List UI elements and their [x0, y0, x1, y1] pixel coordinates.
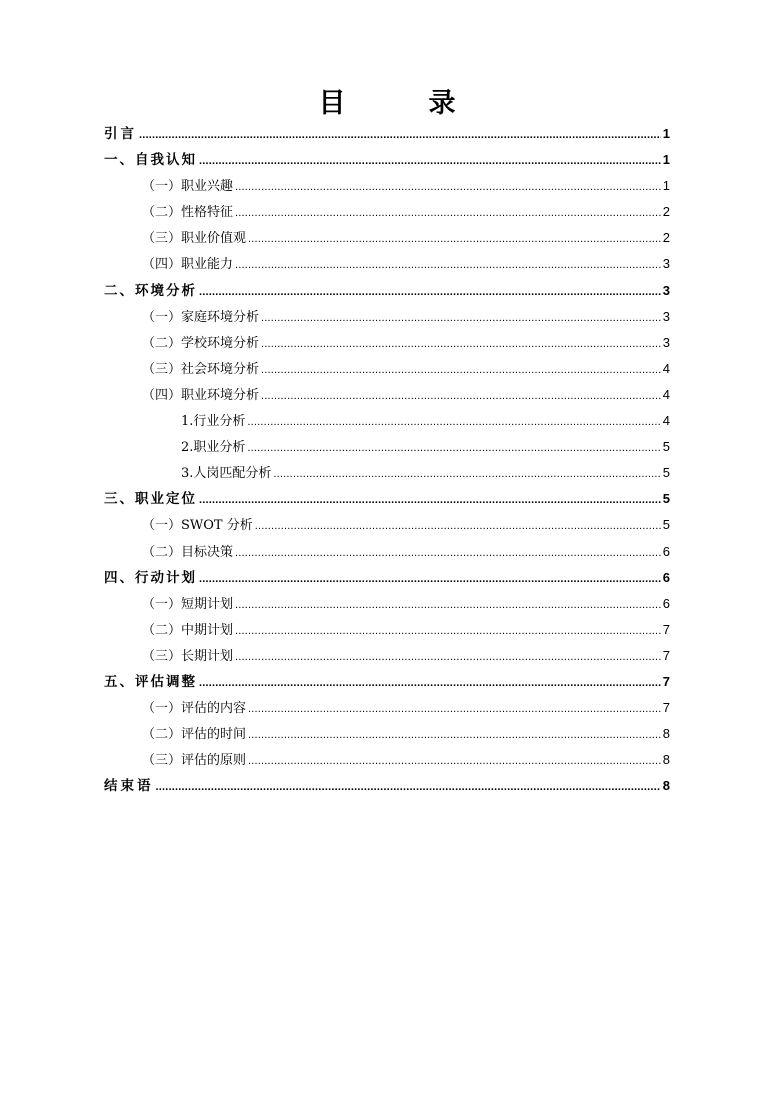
toc-title: 目 录: [318, 88, 484, 119]
toc-dot-leader: [248, 748, 661, 774]
toc-page-number: 4: [662, 413, 670, 429]
toc-entry-text: （四）职业环境分析: [142, 387, 260, 403]
toc-entry-text: 五、评估调整: [104, 673, 197, 690]
toc-entry-text: （三）长期计划: [142, 648, 234, 664]
toc-entry[interactable]: [104, 695, 670, 721]
toc-dot-leader: [199, 148, 661, 174]
toc-entry-text: （四）职业能力: [142, 257, 234, 273]
toc-dot-leader: [261, 305, 661, 331]
toc-entry[interactable]: [104, 512, 670, 538]
toc-entry[interactable]: [104, 565, 670, 591]
toc-page-number: 6: [662, 569, 670, 585]
toc-dot-leader: [199, 487, 661, 513]
toc-dot-leader: [199, 279, 661, 305]
toc-page-number: 3: [662, 308, 670, 324]
toc-entry-text: 3.人岗匹配分析: [181, 466, 272, 482]
toc-entry-text: 四、行动计划: [104, 569, 197, 586]
toc-entry-text: 引言: [104, 126, 137, 142]
toc-entry-text: （一）家庭环境分析: [142, 309, 260, 325]
toc-entry[interactable]: [104, 225, 670, 251]
toc-page-number: 8: [662, 752, 670, 768]
toc-page-number: 7: [662, 700, 670, 716]
toc-dot-leader: [235, 644, 661, 670]
toc-page-number: 1: [662, 126, 670, 141]
toc-page-number: 6: [662, 543, 670, 559]
toc-entry[interactable]: [104, 356, 670, 382]
toc-page-number: 1: [662, 152, 670, 168]
toc-page-number: 3: [662, 282, 670, 298]
toc-dot-leader: [261, 331, 661, 357]
toc-dot-leader: [235, 200, 661, 226]
toc-entry[interactable]: [104, 304, 670, 330]
toc-entry-text: （一）SWOT 分析: [142, 518, 253, 534]
toc-page-number: 7: [662, 647, 670, 663]
toc-page-number: 5: [662, 439, 670, 455]
toc-dot-leader: [199, 670, 661, 696]
toc-dot-leader: [139, 122, 661, 148]
toc-entry[interactable]: [104, 382, 670, 408]
toc-page-number: 2: [662, 230, 670, 246]
toc-dot-leader: [261, 357, 661, 383]
toc-entry[interactable]: [104, 173, 670, 199]
toc-entry[interactable]: [104, 251, 670, 277]
toc-page-number: 8: [662, 778, 670, 794]
toc-page-number: 2: [662, 204, 670, 220]
toc-entry[interactable]: [104, 121, 670, 147]
toc-entry-text: （二）目标决策: [142, 544, 234, 560]
toc-entry-text: （二）评估的时间: [142, 727, 247, 743]
toc-page-number: 5: [662, 517, 670, 533]
toc-dot-leader: [261, 383, 661, 409]
toc-dot-leader: [235, 540, 661, 566]
toc-entry-text: 结束语: [104, 778, 154, 795]
toc-dot-leader: [199, 566, 661, 592]
toc-page-number: 4: [662, 386, 670, 402]
toc-entry-text: 2.职业分析: [181, 440, 246, 456]
toc-page-number: 1: [662, 178, 670, 194]
toc-page-number: 4: [662, 360, 670, 376]
toc-entry-text: （一）短期计划: [142, 596, 234, 612]
toc-entry[interactable]: [104, 199, 670, 225]
toc-page-number: 5: [662, 465, 670, 481]
toc-dot-leader: [235, 174, 661, 200]
toc-entry-text: （三）职业价值观: [142, 231, 247, 247]
toc-dot-leader: [247, 409, 660, 435]
toc-entry[interactable]: [104, 147, 670, 173]
toc-entry[interactable]: [104, 434, 670, 460]
toc-dot-leader: [273, 461, 660, 487]
toc-page-number: 7: [662, 673, 670, 689]
toc-dot-leader: [235, 592, 661, 618]
toc-dot-leader: [247, 435, 660, 461]
toc-entry-text: （二）学校环境分析: [142, 335, 260, 351]
toc-entry[interactable]: [104, 330, 670, 356]
toc-entry[interactable]: [104, 460, 670, 486]
toc-dot-leader: [235, 618, 661, 644]
toc-entry-text: （三）评估的原则: [142, 753, 247, 769]
toc-entry[interactable]: [104, 617, 670, 643]
toc-entry-text: 三、职业定位: [104, 491, 197, 508]
toc-entry-text: 1.行业分析: [181, 414, 246, 430]
toc-entry-text: （二）中期计划: [142, 622, 234, 638]
toc-dot-leader: [235, 252, 661, 278]
toc-entry[interactable]: [104, 643, 670, 669]
toc-dot-leader: [248, 696, 661, 722]
toc-page-number: 7: [662, 621, 670, 637]
toc-entry[interactable]: [104, 591, 670, 617]
toc-entry[interactable]: [104, 747, 670, 773]
toc-entry-text: 二、环境分析: [104, 282, 197, 299]
toc-dot-leader: [255, 513, 661, 539]
toc-entry[interactable]: [104, 669, 670, 695]
toc-page-number: 8: [662, 726, 670, 742]
toc-page-number: 3: [662, 256, 670, 272]
toc-entry[interactable]: [104, 539, 670, 565]
toc-page-number: 5: [662, 491, 670, 507]
toc-entry-text: （一）评估的内容: [142, 701, 247, 717]
toc-entry-text: （一）职业兴趣: [142, 179, 234, 195]
toc-entry-text: （二）性格特征: [142, 205, 234, 221]
toc-page-number: 3: [662, 334, 670, 350]
toc-dot-leader: [248, 722, 661, 748]
toc-entry[interactable]: [104, 773, 670, 799]
toc-dot-leader: [156, 774, 661, 800]
toc-entry[interactable]: [104, 486, 670, 512]
toc-page-number: 6: [662, 595, 670, 611]
toc-entry-text: 一、自我认知: [104, 152, 197, 169]
toc-entry[interactable]: [104, 278, 670, 304]
toc-entry-text: （三）社会环境分析: [142, 361, 260, 377]
table-of-contents: [104, 121, 670, 799]
toc-entry[interactable]: [104, 408, 670, 434]
toc-entry[interactable]: [104, 721, 670, 747]
toc-dot-leader: [248, 226, 661, 252]
